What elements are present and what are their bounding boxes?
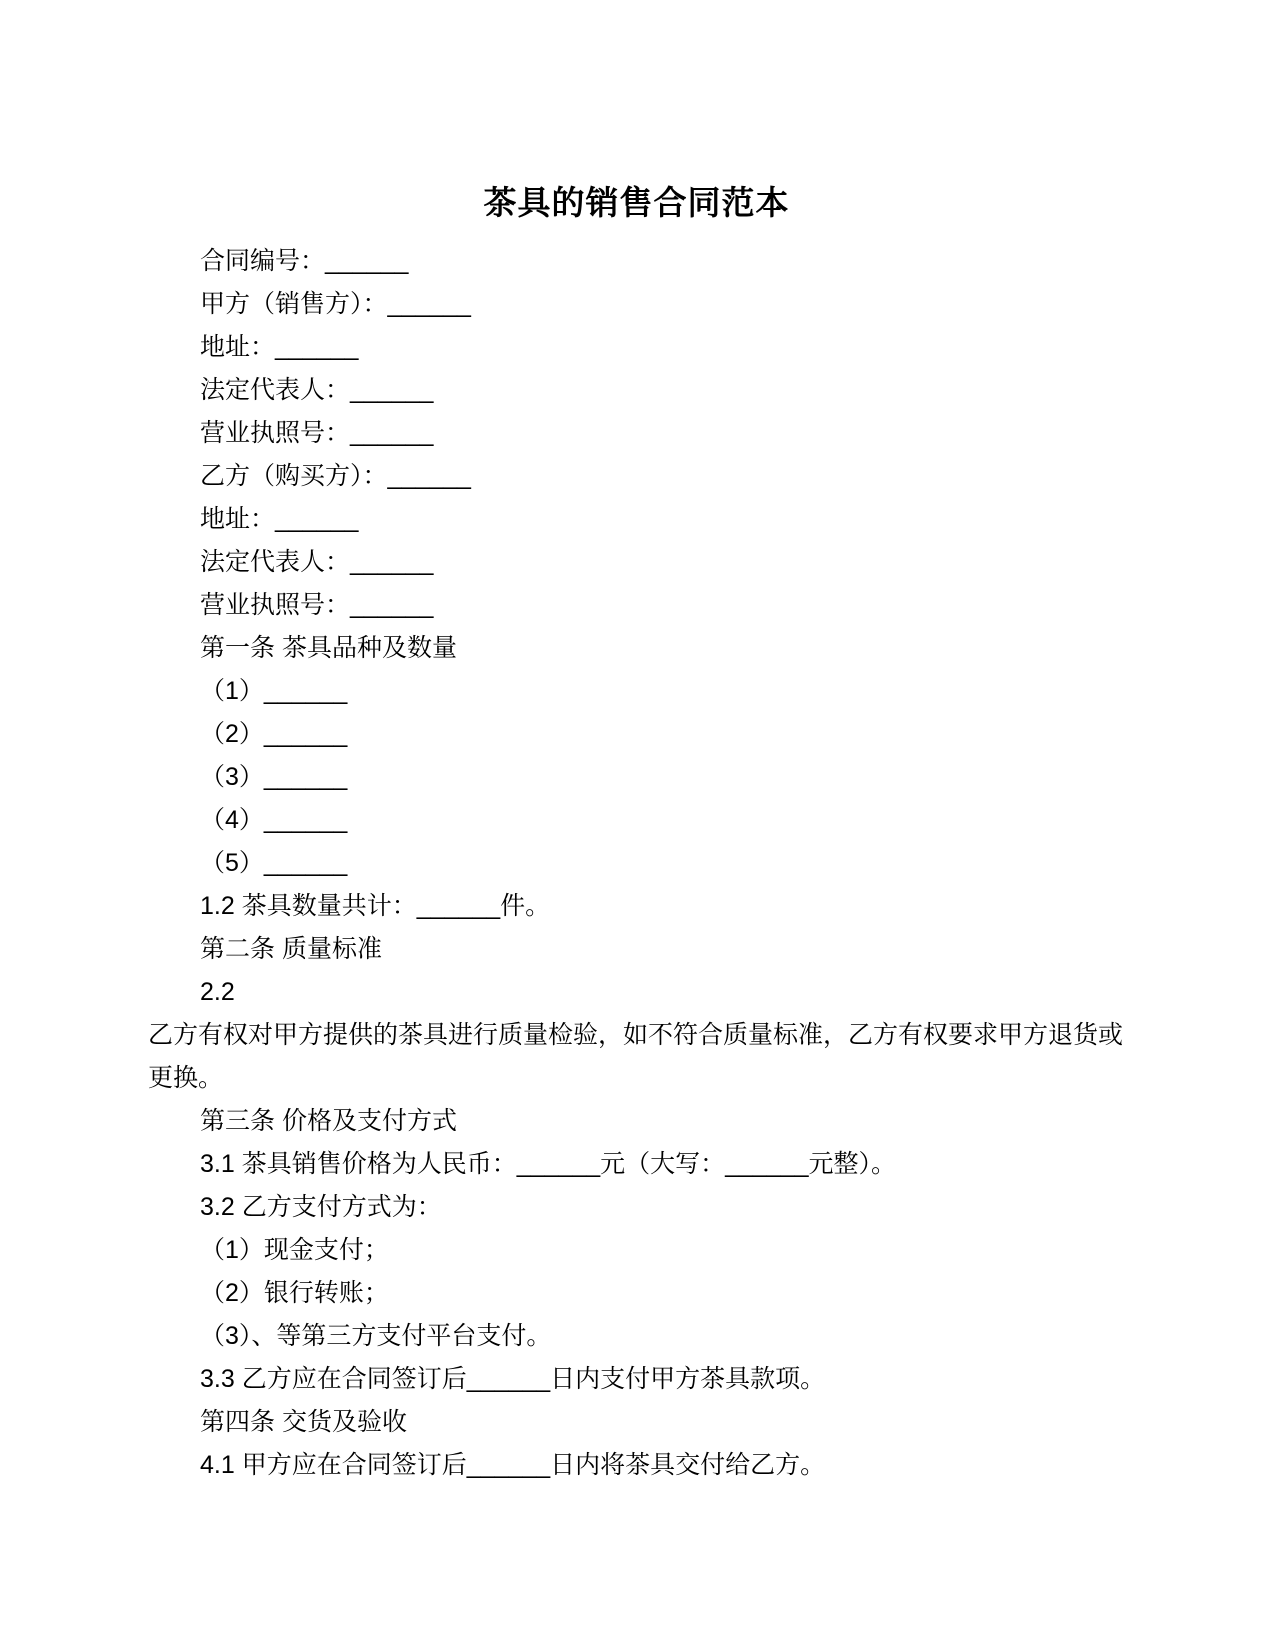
document-line: 第一条 茶具品种及数量 [200,634,457,662]
document-line: （3）、等第三方支付平台支付。 [200,1322,552,1350]
document-body [148,240,1125,1487]
document-line: （1）现金支付； [200,1236,389,1264]
document-line: （1）______ [200,677,348,705]
document-line: 营业执照号：______ [200,419,434,447]
document-line: 第四条 交货及验收 [200,1408,407,1436]
document-line: 第三条 价格及支付方式 [200,1107,457,1135]
document-line: 3.2 乙方支付方式为： [200,1193,442,1221]
document-line: （2）______ [200,720,348,748]
document-line: 乙方（购买方）：______ [200,462,471,490]
document-line: 2.2 [200,978,235,1006]
document-line: 地址：______ [200,505,359,533]
document-line: 4.1 甲方应在合同签订后______日内将茶具交付给乙方。 [200,1451,826,1479]
document-line: （5）______ [200,849,348,877]
document-title: 茶具的销售合同范本 [483,184,790,221]
document-line: 3.1 茶具销售价格为人民币：______元（大写：______元整）。 [200,1150,897,1178]
document-line: 第二条 质量标准 [200,935,382,963]
document-line: 1.2 茶具数量共计：______件。 [200,892,551,920]
document-line: 甲方（销售方）：______ [200,290,471,318]
document-line: 地址：______ [200,333,359,361]
document-line: （2）银行转账； [200,1279,389,1307]
document-line: 法定代表人：______ [200,548,434,576]
document-line: 乙方有权对甲方提供的茶具进行质量检验，如不符合质量标准，乙方有权要求甲方退货或 [148,1021,1124,1049]
document-line: 营业执照号：______ [200,591,434,619]
document-line: 更换。 [148,1064,224,1092]
document-line: 法定代表人：______ [200,376,434,404]
document-line: 合同编号：______ [200,247,409,275]
document-line: （4）______ [200,806,348,834]
document-line: （3）______ [200,763,348,791]
document-line: 3.3 乙方应在合同签订后______日内支付甲方茶具款项。 [200,1365,826,1393]
